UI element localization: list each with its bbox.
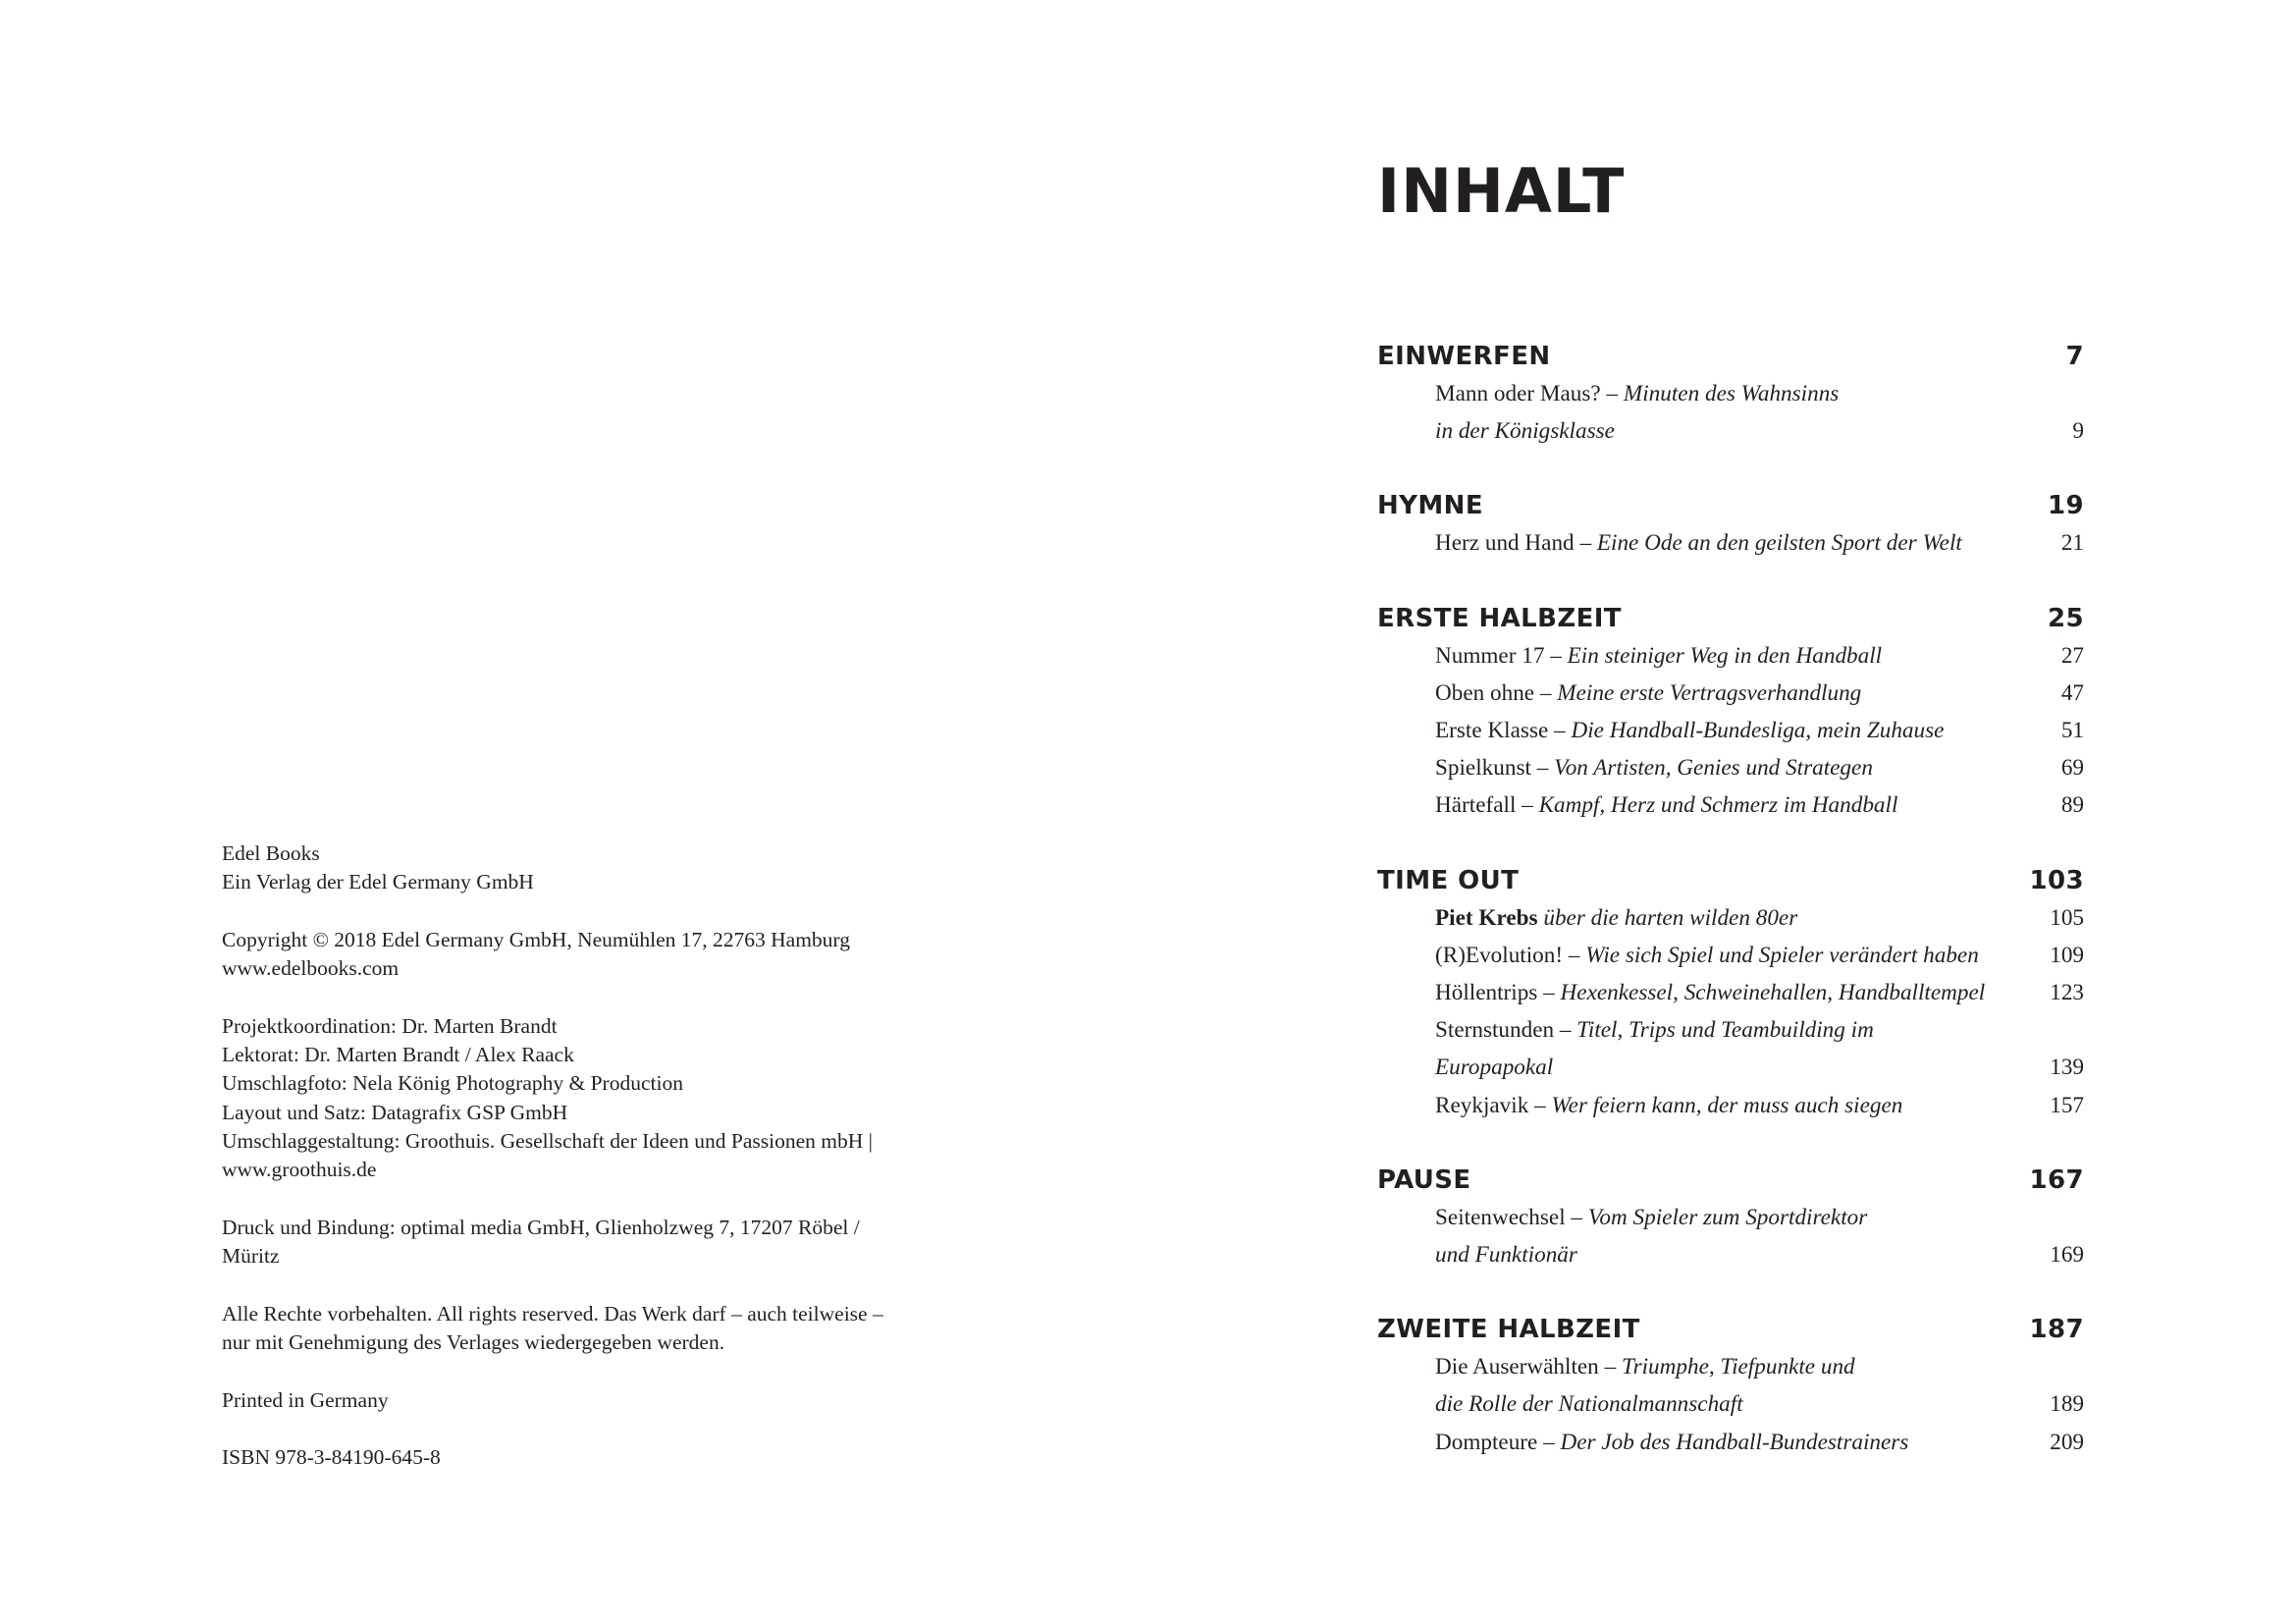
entry-title [1435,937,2004,974]
entry-subtitle: Kampf, Herz und Schmerz im Handball [1538,792,1898,819]
entry-page-number: 169 [2050,1242,2084,1269]
toc-title: INHALT [1377,155,1626,227]
imprint-block [222,926,968,984]
imprint-line: www.edelbooks.com [222,956,400,981]
entry-subtitle: über die harten wilden 80er [1537,904,1798,931]
section-title: HYMNE [1377,491,1483,521]
toc-section [1377,1311,2084,1461]
toc-entry [1377,1199,2084,1273]
entry-title [1435,1348,2004,1423]
entry-lead: Nummer 17 – [1435,642,1568,669]
entry-author: Piet Krebs [1435,904,1538,931]
toc-entry [1377,375,2084,450]
section-page-number: 25 [2048,603,2084,633]
entry-subtitle: Meine erste Vertragsverhandlung [1557,679,1862,706]
entry-title [1435,899,2004,937]
entry-subtitle: Die Handball-Bundesliga, mein Zuhause [1571,718,1945,744]
entry-line [1435,1348,2004,1385]
entry-subtitle: Eine Ode an den geilsten Sport der Welt [1596,530,1962,557]
imprint-line: Umschlagfoto: Nela König Photography & Production [222,1071,683,1096]
toc-entry [1377,637,2084,675]
entry-page-number: 51 [2060,718,2084,744]
toc-entry [1377,899,2084,937]
imprint-line: Layout und Satz: Datagrafix GSP GmbH [222,1100,568,1124]
entry-line [1435,675,2004,712]
toc-section [1377,338,2084,450]
entry-subtitle: Der Job des Handball-Bundestrainers [1560,1429,1909,1455]
section-page-number: 19 [2048,491,2084,521]
entry-line [1435,1199,2004,1236]
entry-subtitle: Wie sich Spiel und Spieler verändert haben [1585,942,1979,968]
imprint-line: Printed in Germany [222,1387,389,1412]
entry-lead: Reykjavik – [1435,1092,1552,1118]
entry-line [1435,1087,2004,1124]
entry-lead: Mann oder Maus? – [1435,381,1624,406]
entry-line [1435,1049,2004,1086]
section-page-number: 167 [2029,1164,2084,1195]
entry-subtitle: Hexenkessel, Schweinehallen, Handballtempel [1560,980,1986,1006]
toc-entry [1377,675,2084,712]
section-heading [1377,1162,2084,1199]
section-title: PAUSE [1377,1164,1471,1195]
entry-lead: Oben ohne – [1435,679,1558,706]
entry-line [1435,524,2004,562]
entry-page-number: 123 [2050,980,2084,1006]
imprint-line: Umschlaggestaltung: Groothuis. Gesellschaft der Ideen und Passionen mbH | [222,1128,873,1153]
imprint-line: Müritz [222,1244,280,1269]
imprint-block [222,839,968,897]
toc-entry [1377,1348,2084,1423]
entry-subtitle: Ein steiniger Weg in den Handball [1567,642,1883,669]
entry-title [1435,1424,2004,1461]
imprint-line: Copyright © 2018 Edel Germany GmbH, Neumühlen 17, 22763 Hamburg [222,927,850,951]
entry-lead: Erste Klasse – [1435,718,1572,744]
toc-entry [1377,937,2084,974]
imprint-line: Edel Books [222,841,320,865]
entry-page-number: 21 [2060,530,2084,557]
entry-line [1435,1424,2004,1461]
entry-lead: Spielkunst – [1435,755,1555,782]
imprint-block [222,1300,968,1358]
section-title: ERSTE HALBZEIT [1377,603,1622,633]
toc-section [1377,487,2084,562]
imprint-block [222,1214,968,1272]
entry-page-number: 9 [2072,418,2084,445]
entry-subtitle: Von Artisten, Genies und Strategen [1554,755,1873,782]
entry-title [1435,786,2004,824]
section-page-number: 187 [2029,1315,2084,1345]
section-title: ZWEITE HALBZEIT [1377,1315,1640,1345]
imprint-line: ISBN 978-3-84190-645-8 [222,1445,441,1470]
entry-subtitle: Titel, Trips und Teambuilding im [1576,1017,1874,1044]
section-page-number: 103 [2029,865,2084,895]
section-page-number: 7 [2065,342,2084,371]
toc-entry [1377,1087,2084,1124]
entry-line [1435,974,2004,1011]
entry-title [1435,749,2004,786]
imprint-line: www.groothuis.de [222,1158,377,1182]
entry-title [1435,524,2004,562]
entry-line [1435,712,2004,749]
entry-subtitle: Europapokal [1435,1055,1554,1081]
imprint [222,839,968,1501]
toc-entry [1377,524,2084,562]
entry-page-number: 157 [2050,1092,2084,1118]
toc-entry [1377,749,2084,786]
entry-title [1435,712,2004,749]
entry-title [1435,1087,2004,1124]
imprint-block [222,1012,968,1185]
imprint-block [222,1443,968,1472]
entry-lead: Herz und Hand – [1435,530,1597,557]
imprint-line: Projektkoordination: Dr. Marten Brandt [222,1013,558,1038]
entry-page-number: 47 [2060,679,2084,706]
toc-entry [1377,786,2084,824]
section-heading [1377,600,2084,637]
entry-line [1435,899,2004,937]
section-heading [1377,862,2084,899]
entry-line [1435,1011,2004,1049]
entry-line [1435,1385,2004,1423]
entry-subtitle: Vom Spieler zum Sportdirektor [1587,1204,1868,1230]
section-heading [1377,338,2084,375]
entry-lead: Sternstunden – [1435,1017,1577,1044]
entry-lead: Dompteure – [1435,1429,1561,1455]
entry-title [1435,637,2004,675]
section-heading [1377,1311,2084,1348]
section-heading [1377,487,2084,524]
toc-entry [1377,974,2084,1011]
toc-entry [1377,712,2084,749]
entry-title [1435,1011,2004,1086]
entry-page-number: 209 [2050,1429,2084,1455]
section-title: EINWERFEN [1377,342,1551,371]
entry-subtitle: Wer feiern kann, der muss auch siegen [1551,1092,1903,1118]
entry-title [1435,974,2004,1011]
toc-section [1377,1162,2084,1273]
imprint-line: nur mit Genehmigung des Verlages wiedergegeben werden. [222,1330,725,1355]
entry-line [1435,749,2004,786]
imprint-line: Druck und Bindung: optimal media GmbH, Glienholzweg 7, 17207 Röbel / [222,1215,860,1239]
entry-subtitle: Minuten des Wahnsinns [1623,381,1840,406]
toc-entry [1377,1424,2084,1461]
entry-line [1435,937,2004,974]
entry-line [1435,786,2004,824]
imprint-line: Lektorat: Dr. Marten Brandt / Alex Raack [222,1043,574,1067]
entry-line [1435,1236,2004,1273]
toc-section [1377,862,2084,1124]
imprint-line: Ein Verlag der Edel Germany GmbH [222,870,534,894]
entry-lead: Seitenwechsel – [1435,1204,1588,1230]
entry-subtitle: und Funktionär [1435,1242,1577,1269]
section-title: TIME OUT [1377,865,1520,895]
entry-line [1435,412,2004,450]
entry-lead: Höllentrips – [1435,980,1561,1006]
entry-page-number: 105 [2050,904,2084,931]
imprint-block [222,1386,968,1415]
entry-page-number: 109 [2050,942,2084,968]
entry-lead: Härtefall – [1435,792,1539,819]
entry-title [1435,1199,2004,1273]
entry-page-number: 139 [2050,1055,2084,1081]
imprint-line: Alle Rechte vorbehalten. All rights reserved. Das Werk darf – auch teilweise – [222,1301,883,1326]
entry-page-number: 69 [2060,755,2084,782]
entry-title [1435,675,2004,712]
entry-page-number: 189 [2050,1391,2084,1418]
entry-subtitle: Triumphe, Tiefpunkte und [1621,1354,1855,1380]
entry-lead: (R)Evolution! – [1435,942,1586,968]
entry-page-number: 89 [2060,792,2084,819]
entry-page-number: 27 [2060,642,2084,669]
entry-line [1435,375,2004,412]
entry-subtitle: in der Königsklasse [1435,418,1615,445]
entry-lead: Die Auserwählten – [1435,1354,1622,1380]
toc-section [1377,600,2084,825]
toc-entry [1377,1011,2084,1086]
entry-subtitle: die Rolle der Nationalmannschaft [1435,1391,1743,1418]
entry-title [1435,375,2004,450]
entry-line [1435,637,2004,675]
table-of-contents [1377,338,2084,1498]
